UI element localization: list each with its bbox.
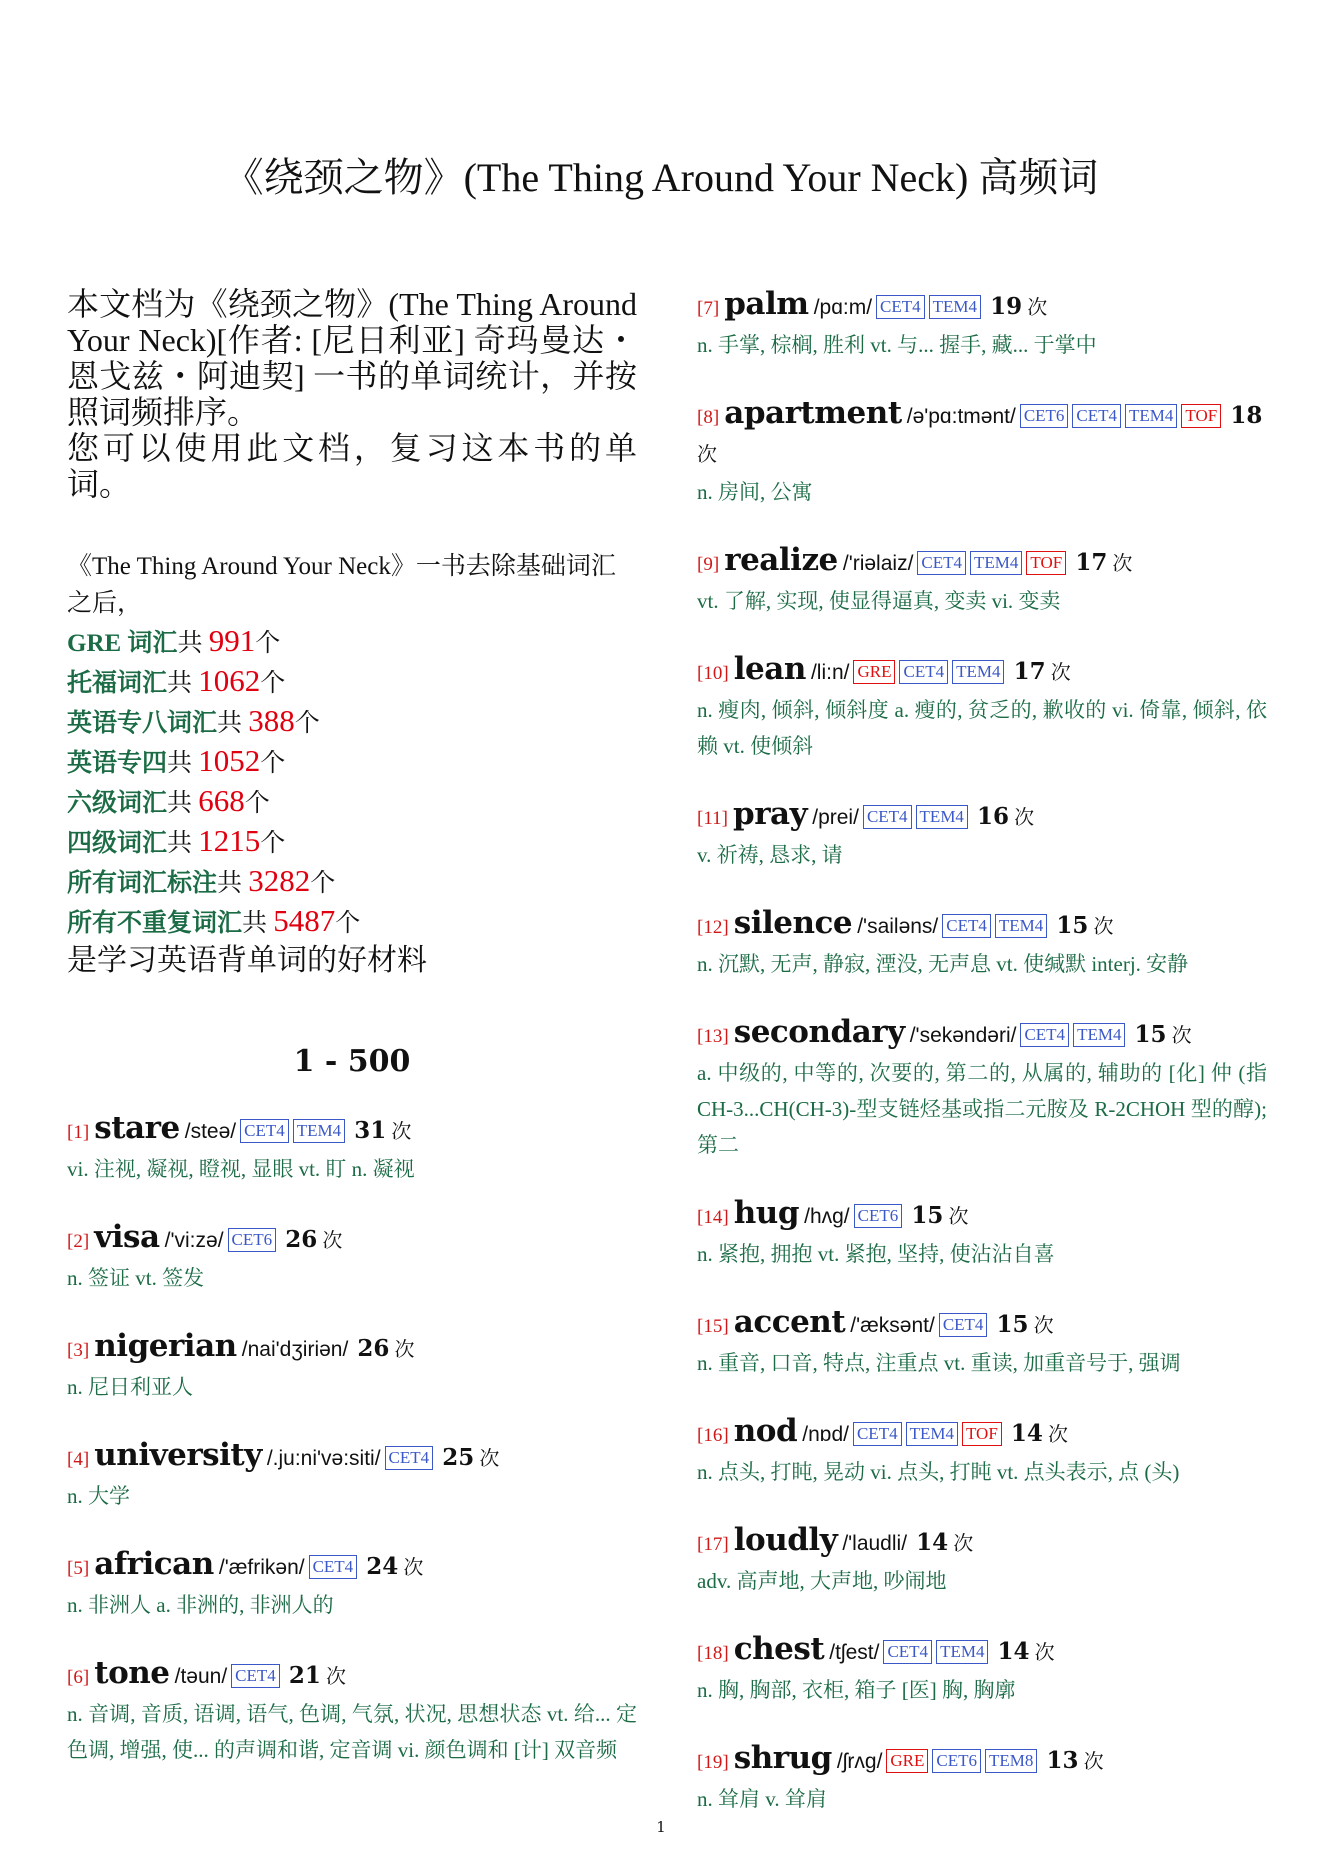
page-number: 1 bbox=[656, 1818, 666, 1836]
frequency-count: 31 bbox=[354, 1117, 387, 1144]
frequency-count: 25 bbox=[442, 1444, 475, 1471]
headword: tone bbox=[94, 1655, 170, 1691]
count-unit: 次 bbox=[322, 1228, 343, 1252]
headword: palm bbox=[724, 286, 809, 322]
headword: african bbox=[94, 1546, 214, 1582]
stat-row bbox=[67, 782, 637, 822]
stats-lead: 《The Thing Around Your Neck》一书去除基础词汇之后， bbox=[67, 553, 616, 617]
stat-row bbox=[67, 862, 637, 902]
word-entry bbox=[697, 1014, 1267, 1163]
phonetic: /prei/ bbox=[812, 806, 859, 829]
frequency-count: 14 bbox=[997, 1638, 1030, 1665]
phonetic: /'riəlaiz/ bbox=[842, 552, 914, 575]
entry-head bbox=[67, 1219, 637, 1260]
exam-tag-badge: TEM4 bbox=[929, 295, 981, 319]
phonetic: /ə'pɑ:tmənt/ bbox=[906, 405, 1016, 428]
stat-mid: 共 bbox=[167, 790, 199, 817]
exam-tag-badge: CET4 bbox=[240, 1119, 289, 1143]
phonetic: /'sekəndəri/ bbox=[909, 1024, 1017, 1047]
exam-tag-badge: TOF bbox=[1026, 551, 1066, 575]
entry-index: [1] bbox=[67, 1122, 90, 1143]
phonetic: /nɒd/ bbox=[802, 1423, 849, 1446]
frequency-count: 15 bbox=[1134, 1021, 1167, 1048]
intro-line-2: 您可以使用此文档，复习这本书的单词。 bbox=[67, 430, 637, 502]
vocabulary-stats bbox=[67, 548, 637, 979]
entry-index: [18] bbox=[697, 1643, 729, 1664]
count-unit: 次 bbox=[1027, 295, 1048, 319]
stat-row bbox=[67, 742, 637, 782]
entry-index: [4] bbox=[67, 1449, 90, 1470]
headword: nod bbox=[733, 1413, 798, 1449]
frequency-count: 21 bbox=[288, 1662, 321, 1689]
entry-head bbox=[697, 1740, 1267, 1781]
count-unit: 次 bbox=[394, 1337, 415, 1361]
phonetic: /nai'dʒiriən/ bbox=[241, 1338, 349, 1361]
entry-head bbox=[67, 1110, 637, 1151]
entry-head bbox=[697, 651, 1267, 692]
exam-tag-badge: CET4 bbox=[899, 660, 948, 684]
stat-unit: 个 bbox=[260, 830, 286, 857]
entry-index: [9] bbox=[697, 554, 720, 575]
stat-number: 1062 bbox=[198, 663, 261, 698]
word-entry bbox=[67, 1546, 637, 1623]
entry-head bbox=[697, 1413, 1267, 1454]
stat-label: 所有不重复词汇 bbox=[67, 910, 243, 937]
definition: vt. 了解, 实现, 使显得逼真, 变卖 vi. 变卖 bbox=[697, 589, 1061, 613]
entry-head bbox=[697, 286, 1267, 327]
headword: stare bbox=[94, 1110, 180, 1146]
stat-mid: 共 bbox=[217, 710, 249, 737]
entry-head bbox=[67, 1546, 637, 1587]
stat-label: GRE 词汇 bbox=[67, 630, 178, 657]
entry-head bbox=[697, 395, 1267, 474]
definition: n. 音调, 音质, 语调, 语气, 色调, 气氛, 状况, 思想状态 vt. 给... 定色调, 增强, 使... 的声调和谐, 定音调 vi. 颜色调和 [计] 双音频 bbox=[67, 1702, 637, 1762]
word-entry bbox=[697, 796, 1267, 873]
phonetic: /'vi:zə/ bbox=[164, 1229, 224, 1252]
stat-row bbox=[67, 662, 637, 702]
entry-index: [19] bbox=[697, 1752, 729, 1773]
headword: shrug bbox=[733, 1740, 832, 1776]
stat-mid: 共 bbox=[167, 670, 199, 697]
headword: secondary bbox=[733, 1014, 905, 1050]
word-entry bbox=[697, 1195, 1267, 1272]
entry-index: [11] bbox=[697, 808, 728, 829]
count-unit: 次 bbox=[1047, 1422, 1068, 1446]
word-entry bbox=[697, 905, 1267, 982]
word-entry bbox=[697, 286, 1267, 363]
stat-label: 英语专八词汇 bbox=[67, 710, 218, 737]
stat-number: 1052 bbox=[198, 743, 261, 778]
exam-tag-badge: CET6 bbox=[932, 1749, 981, 1773]
definition: adv. 高声地, 大声地, 吵闹地 bbox=[697, 1569, 947, 1593]
stat-number: 388 bbox=[248, 703, 295, 738]
phonetic: /pɑ:m/ bbox=[813, 296, 873, 319]
stat-number: 668 bbox=[198, 783, 245, 818]
count-unit: 次 bbox=[1083, 1749, 1104, 1773]
phonetic: /steə/ bbox=[184, 1120, 237, 1143]
stat-mid: 共 bbox=[167, 750, 199, 777]
stat-row bbox=[67, 822, 637, 862]
frequency-count: 13 bbox=[1046, 1747, 1079, 1774]
exam-tag-badge: CET4 bbox=[385, 1446, 434, 1470]
word-entry bbox=[67, 1437, 637, 1514]
headword: visa bbox=[94, 1219, 160, 1255]
entry-head bbox=[697, 796, 1267, 837]
word-entry bbox=[697, 395, 1267, 510]
exam-tag-badge: GRE bbox=[886, 1749, 928, 1773]
stat-label: 托福词汇 bbox=[67, 670, 168, 697]
entry-head bbox=[697, 905, 1267, 946]
entry-head bbox=[697, 1195, 1267, 1236]
entry-index: [3] bbox=[67, 1340, 90, 1361]
stat-unit: 个 bbox=[294, 710, 320, 737]
definition: n. 胸, 胸部, 衣柜, 箱子 [医] 胸, 胸廓 bbox=[697, 1678, 1016, 1702]
entry-index: [2] bbox=[67, 1231, 90, 1252]
headword: loudly bbox=[733, 1522, 838, 1558]
exam-tag-badge: CET4 bbox=[863, 805, 912, 829]
stat-label: 六级词汇 bbox=[67, 790, 168, 817]
phonetic: /hʌg/ bbox=[804, 1205, 850, 1228]
stat-mid: 共 bbox=[167, 830, 199, 857]
stats-closing: 是学习英语背单词的好材料 bbox=[67, 944, 427, 977]
definition: n. 房间, 公寓 bbox=[697, 480, 813, 504]
phonetic: /tʃest/ bbox=[829, 1641, 880, 1664]
definition: n. 重音, 口音, 特点, 注重点 vt. 重读, 加重音号于, 强调 bbox=[697, 1351, 1181, 1375]
exam-tag-badge: CET4 bbox=[883, 1640, 932, 1664]
exam-tag-badge: CET4 bbox=[309, 1555, 358, 1579]
exam-tag-badge: TOF bbox=[1181, 404, 1221, 428]
count-unit: 次 bbox=[1034, 1640, 1055, 1664]
definition: n. 非洲人 a. 非洲的, 非洲人的 bbox=[67, 1593, 334, 1617]
word-entry bbox=[697, 1740, 1267, 1817]
frequency-count: 19 bbox=[990, 293, 1023, 320]
word-entry bbox=[697, 651, 1267, 764]
exam-tag-badge: TEM4 bbox=[970, 551, 1022, 575]
count-unit: 次 bbox=[403, 1555, 424, 1579]
exam-tag-badge: CET4 bbox=[917, 551, 966, 575]
stat-number: 5487 bbox=[273, 903, 336, 938]
count-unit: 次 bbox=[1033, 1313, 1054, 1337]
exam-tag-badge: CET6 bbox=[1020, 404, 1069, 428]
entry-head bbox=[67, 1328, 637, 1369]
entry-head bbox=[697, 1304, 1267, 1345]
count-unit: 次 bbox=[1050, 660, 1071, 684]
phonetic: /təun/ bbox=[174, 1665, 228, 1688]
phonetic: /ʃrʌg/ bbox=[836, 1750, 883, 1773]
word-entry bbox=[697, 542, 1267, 619]
frequency-count: 14 bbox=[916, 1529, 949, 1556]
exam-tag-badge: CET4 bbox=[939, 1313, 988, 1337]
count-unit: 次 bbox=[948, 1204, 969, 1228]
exam-tag-badge: TEM4 bbox=[1073, 1023, 1125, 1047]
exam-tag-badge: CET4 bbox=[1072, 404, 1121, 428]
word-entry bbox=[67, 1655, 637, 1768]
definition: n. 沉默, 无声, 静寂, 湮没, 无声息 vt. 使缄默 interj. 安静 bbox=[697, 952, 1189, 976]
word-list-right bbox=[697, 286, 1267, 1849]
definition: n. 签证 vt. 签发 bbox=[67, 1266, 205, 1290]
stat-label: 所有词汇标注 bbox=[67, 870, 218, 897]
definition: n. 耸肩 v. 耸肩 bbox=[697, 1787, 827, 1811]
entry-head bbox=[67, 1655, 637, 1696]
stat-row bbox=[67, 902, 637, 942]
stat-unit: 个 bbox=[244, 790, 270, 817]
entry-index: [12] bbox=[697, 917, 729, 938]
exam-tag-badge: TEM8 bbox=[985, 1749, 1037, 1773]
entry-index: [13] bbox=[697, 1026, 729, 1047]
word-entry bbox=[697, 1522, 1267, 1599]
stat-unit: 个 bbox=[310, 870, 336, 897]
entry-index: [7] bbox=[697, 298, 720, 319]
count-unit: 次 bbox=[697, 442, 717, 466]
entry-head bbox=[697, 542, 1267, 583]
exam-tag-badge: CET4 bbox=[876, 295, 925, 319]
headword: apartment bbox=[724, 395, 902, 431]
entry-head bbox=[697, 1522, 1267, 1563]
headword: university bbox=[94, 1437, 262, 1473]
exam-tag-badge: TEM4 bbox=[1125, 404, 1177, 428]
phonetic: /'sailəns/ bbox=[857, 915, 939, 938]
exam-tag-badge: TEM4 bbox=[293, 1119, 345, 1143]
exam-tag-badge: GRE bbox=[853, 660, 895, 684]
definition: n. 紧抱, 拥抱 vt. 紧抱, 坚持, 使沾沾自喜 bbox=[697, 1242, 1055, 1266]
word-entry bbox=[67, 1219, 637, 1296]
exam-tag-badge: TEM4 bbox=[995, 914, 1047, 938]
stat-label: 四级词汇 bbox=[67, 830, 168, 857]
stat-row bbox=[67, 702, 637, 742]
definition: n. 点头, 打盹, 晃动 vi. 点头, 打盹 vt. 点头表示, 点 (头) bbox=[697, 1460, 1180, 1484]
headword: nigerian bbox=[94, 1328, 237, 1364]
exam-tag-badge: TEM4 bbox=[936, 1640, 988, 1664]
stat-unit: 个 bbox=[255, 630, 281, 657]
phonetic: /li:n/ bbox=[810, 661, 850, 684]
entry-index: [6] bbox=[67, 1667, 90, 1688]
entry-head bbox=[697, 1014, 1267, 1055]
phonetic: /.ju:ni'və:siti/ bbox=[266, 1447, 381, 1470]
frequency-count: 24 bbox=[366, 1553, 399, 1580]
exam-tag-badge: TEM4 bbox=[952, 660, 1004, 684]
stat-mid: 共 bbox=[242, 910, 274, 937]
frequency-count: 14 bbox=[1010, 1420, 1043, 1447]
exam-tag-badge: CET4 bbox=[1020, 1023, 1069, 1047]
stat-number: 3282 bbox=[248, 863, 311, 898]
range-heading: 1 - 500 bbox=[293, 1044, 411, 1079]
stat-mid: 共 bbox=[177, 630, 209, 657]
entry-index: [10] bbox=[697, 663, 729, 684]
word-entry bbox=[67, 1110, 637, 1187]
stat-row bbox=[67, 622, 637, 662]
headword: silence bbox=[733, 905, 853, 941]
stat-number: 991 bbox=[208, 623, 256, 658]
phonetic: /'æksənt/ bbox=[850, 1314, 935, 1337]
headword: chest bbox=[733, 1631, 825, 1667]
frequency-count: 16 bbox=[977, 803, 1010, 830]
intro-paragraph bbox=[67, 286, 637, 502]
entry-index: [5] bbox=[67, 1558, 90, 1579]
entry-head bbox=[697, 1631, 1267, 1672]
frequency-count: 15 bbox=[1056, 912, 1089, 939]
entry-index: [15] bbox=[697, 1316, 729, 1337]
phonetic: /'laudli/ bbox=[842, 1532, 908, 1555]
exam-tag-badge: CET4 bbox=[942, 914, 991, 938]
entry-index: [16] bbox=[697, 1425, 729, 1446]
headword: hug bbox=[733, 1195, 800, 1231]
entry-index: [17] bbox=[697, 1534, 729, 1555]
headword: lean bbox=[733, 651, 806, 687]
stat-label: 英语专四 bbox=[67, 750, 168, 777]
definition: n. 尼日利亚人 bbox=[67, 1375, 193, 1399]
exam-tag-badge: CET4 bbox=[853, 1422, 902, 1446]
word-entry bbox=[697, 1413, 1267, 1490]
stat-number: 1215 bbox=[198, 823, 261, 858]
frequency-count: 17 bbox=[1075, 549, 1108, 576]
word-entry bbox=[67, 1328, 637, 1405]
word-entry bbox=[697, 1304, 1267, 1381]
count-unit: 次 bbox=[1112, 551, 1133, 575]
entry-head bbox=[67, 1437, 637, 1478]
count-unit: 次 bbox=[391, 1119, 412, 1143]
phonetic: /'æfrikən/ bbox=[218, 1556, 305, 1579]
entry-index: [8] bbox=[697, 407, 720, 428]
count-unit: 次 bbox=[325, 1664, 346, 1688]
count-unit: 次 bbox=[1171, 1023, 1192, 1047]
frequency-count: 18 bbox=[1230, 402, 1263, 429]
headword: realize bbox=[724, 542, 838, 578]
exam-tag-badge: TEM4 bbox=[916, 805, 968, 829]
frequency-count: 26 bbox=[285, 1226, 318, 1253]
stat-unit: 个 bbox=[335, 910, 361, 937]
exam-tag-badge: TEM4 bbox=[906, 1422, 958, 1446]
frequency-count: 17 bbox=[1013, 658, 1046, 685]
frequency-count: 15 bbox=[911, 1202, 944, 1229]
word-list-left bbox=[67, 1110, 637, 1800]
intro-line-1: 本文档为《绕颈之物》(The Thing Around Your Neck)[作者: [尼日利亚] 奇玛曼达・恩戈兹・阿迪契] 一书的单词统计，并按照词频排序。 bbox=[67, 286, 637, 430]
definition: n. 手掌, 棕榈, 胜利 vt. 与... 握手, 藏... 于掌中 bbox=[697, 333, 1097, 357]
exam-tag-badge: CET6 bbox=[854, 1204, 903, 1228]
headword: accent bbox=[733, 1304, 846, 1340]
exam-tag-badge: CET4 bbox=[231, 1664, 280, 1688]
frequency-count: 26 bbox=[357, 1335, 390, 1362]
exam-tag-badge: CET6 bbox=[228, 1228, 277, 1252]
stat-mid: 共 bbox=[217, 870, 249, 897]
definition: n. 瘦肉, 倾斜, 倾斜度 a. 瘦的, 贫乏的, 歉收的 vi. 倚靠, 倾斜, 依赖 vt. 使倾斜 bbox=[697, 698, 1267, 758]
document-title: 《绕颈之物》(The Thing Around Your Neck) 高频词 bbox=[223, 155, 1099, 200]
entry-index: [14] bbox=[697, 1207, 729, 1228]
count-unit: 次 bbox=[1093, 914, 1114, 938]
definition: a. 中级的, 中等的, 次要的, 第二的, 从属的, 辅助的 [化] 仲 (指 CH-3...CH(CH-3)-型支链烃基或指二元胺及 R-2CHOH 型的醇); 第二 bbox=[697, 1061, 1267, 1157]
stat-unit: 个 bbox=[260, 750, 286, 777]
headword: pray bbox=[733, 796, 808, 832]
stat-unit: 个 bbox=[260, 670, 286, 697]
definition: v. 祈祷, 恳求, 请 bbox=[697, 843, 843, 867]
count-unit: 次 bbox=[953, 1531, 974, 1555]
definition: n. 大学 bbox=[67, 1484, 130, 1508]
frequency-count: 15 bbox=[996, 1311, 1029, 1338]
word-entry bbox=[697, 1631, 1267, 1708]
exam-tag-badge: TOF bbox=[962, 1422, 1002, 1446]
definition: vi. 注视, 凝视, 瞪视, 显眼 vt. 盯 n. 凝视 bbox=[67, 1157, 415, 1181]
count-unit: 次 bbox=[1014, 805, 1035, 829]
count-unit: 次 bbox=[479, 1446, 500, 1470]
